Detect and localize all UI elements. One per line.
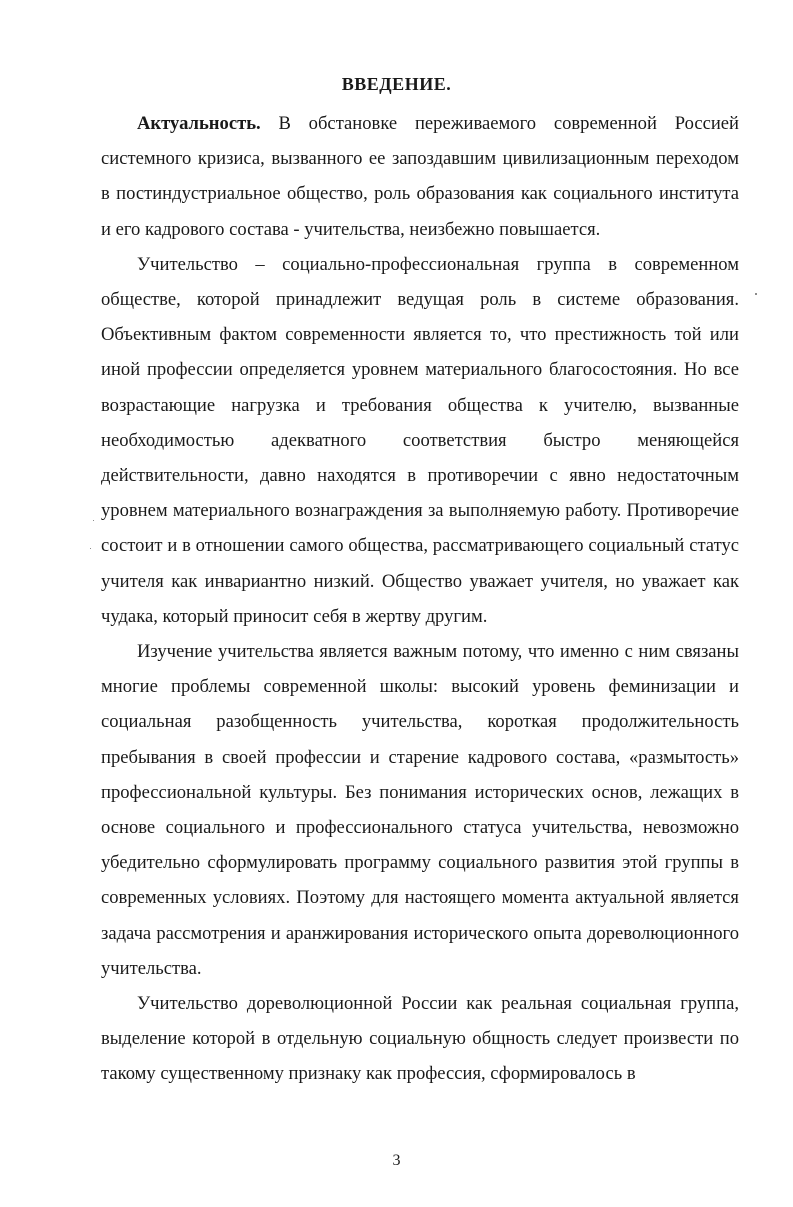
scan-speck — [90, 548, 91, 549]
paragraph-relevance — [101, 106, 739, 247]
paragraph-text: Учительство – социально-профессиональная группа в современном обществе, которой принадлежит ведущая роль в системе образования. Объективным фактом современности является то, что престижность той или иной профессии определяется уровнем материального благосостояния. Но все возрастающие нагрузка и требования общества к учителю, вызванные необходимостью адекватного соответствия быстро меняющейся действительности, давно находятся в противоречии с явно недостаточным уровнем материального вознаграждения за выполняемую работу. Противоречие состоит и в отношении самого общества, рассматривающего социальный статус учителя как инвариантно низкий. Общество уважает учителя, но уважает как чудака, который приносит себя в жертву другим. — [101, 253, 739, 627]
paragraph-prerevolutionary — [101, 986, 739, 1092]
scan-speck — [93, 520, 94, 521]
paragraph-text: В обстановке переживаемого современной Россией системного кризиса, вызванного ее запоздавшим цивилизационным переходом в постиндустриальное общество, роль образования как социального института и его кадрового состава - учительства, неизбежно повышается. — [101, 113, 739, 240]
paragraph-lead: Актуальность. — [137, 113, 261, 134]
scan-speck — [755, 293, 757, 295]
page-number: 3 — [392, 1152, 401, 1169]
paragraph-text: Изучение учительства является важным потому, что именно с ним связаны многие проблемы современной школы: высокий уровень феминизации и социальная разобщенность учительства, короткая продолжительность пребывания в своей профессии и старение кадрового состава, «размытость» профессиональной культуры. Без понимания исторических основ, лежащих в основе социального и профессионального статуса учительства, невозможно убедительно сформулировать программу социального развития этой группы в современных условиях. Поэтому для настоящего момента актуальной является задача рассмотрения и аранжирования исторического опыта дореволюционного учительства. — [101, 641, 739, 979]
paragraph-text: Учительство дореволюционной России как реальная социальная группа, выделение которой в отдельную социальную общность следует произвести по такому существенному признаку как профессия, сформировалось в — [101, 993, 739, 1085]
body-text — [101, 106, 739, 1092]
paragraph-study-importance — [101, 634, 739, 986]
section-heading: ВВЕДЕНИЕ. — [341, 74, 452, 94]
paragraph-teachers — [101, 247, 739, 634]
